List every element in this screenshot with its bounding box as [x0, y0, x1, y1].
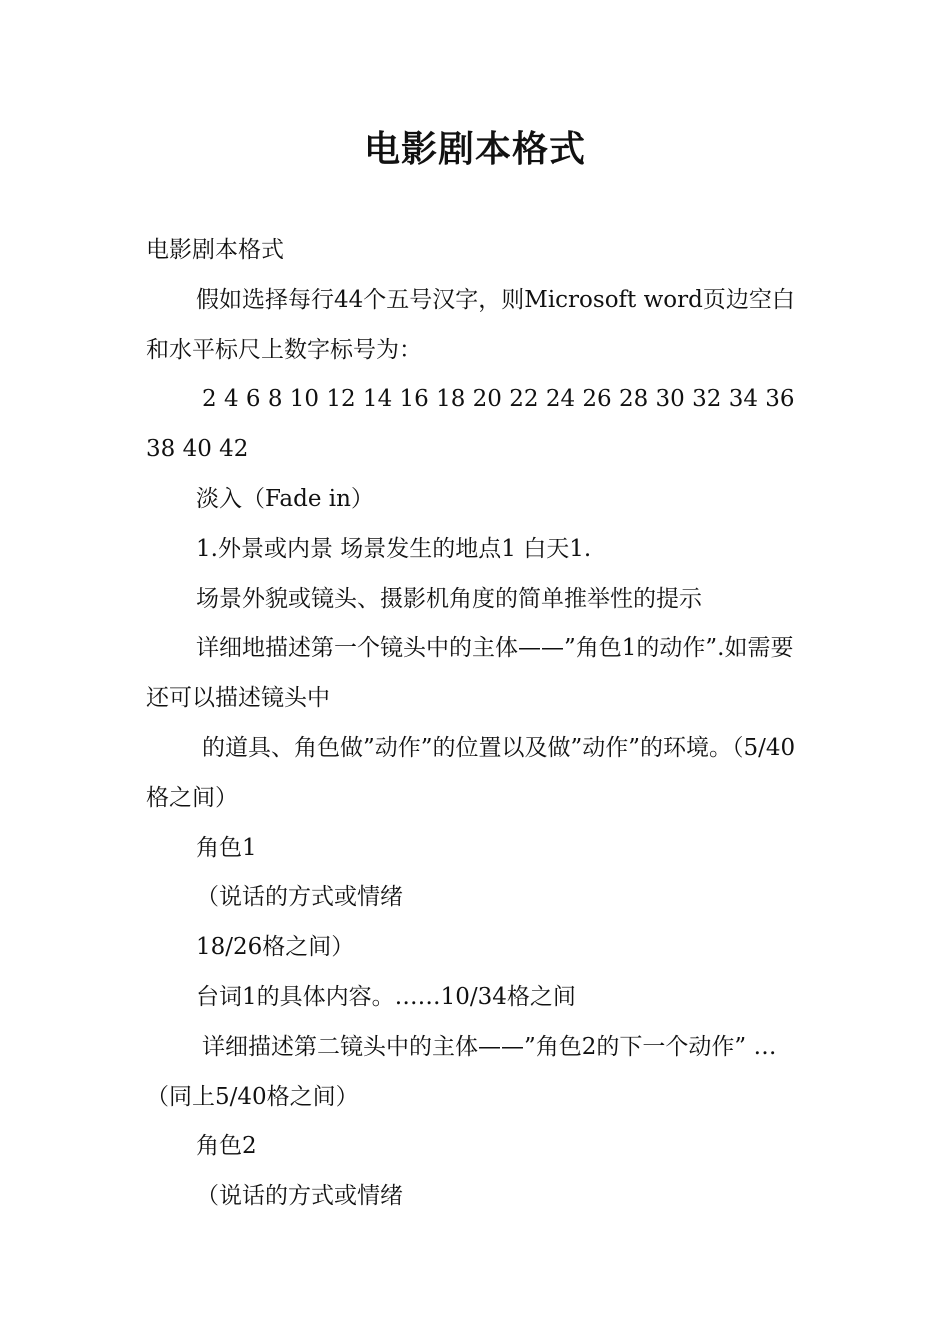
document-body — [146, 226, 810, 1222]
paragraph-character-2: 角色2 — [196, 1133, 257, 1160]
paragraph-ruler-numbers: 2 4 6 8 10 12 14 16 18 20 22 24 26 28 30 32 34 36 38 40 42 — [146, 386, 802, 463]
paragraph-parenthetical-1: （说话的方式或情绪 — [196, 884, 403, 911]
paragraph-parenthetical-1-cont: 18/26格之间） — [196, 934, 355, 961]
paragraph-parenthetical-2: （说话的方式或情绪 — [196, 1183, 403, 1210]
paragraph-dialogue-1: 台词1的具体内容。……10/34格之间 — [196, 983, 576, 1010]
paragraph-intro: 假如选择每行44个五号汉字，则Microsoft word页边空白和水平标尺上数字标号为： — [146, 286, 795, 363]
paragraph-scene-heading: 1.外景或内景 场景发生的地点1 白天1. — [196, 535, 592, 562]
paragraph-fade-in: 淡入（Fade in） — [196, 485, 374, 512]
paragraph-action-2: 详细描述第二镜头中的主体——”角色2的下一个动作” … （同上5/40格之间） — [146, 1033, 784, 1110]
paragraph-character-1: 角色1 — [196, 834, 257, 861]
page-title: 电影剧本格式 — [363, 129, 586, 170]
paragraph-heading: 电影剧本格式 — [146, 237, 284, 263]
paragraph-action-1-cont: 的道具、角色做”动作”的位置以及做”动作”的环境。（5/40格之间） — [146, 734, 796, 811]
paragraph-scene-hint: 场景外貌或镜头、摄影机角度的简单推举性的提示 — [196, 585, 702, 612]
paragraph-action-1: 详细地描述第一个镜头中的主体——”角色1的动作”.如需要还可以描述镜头中 — [146, 635, 794, 712]
